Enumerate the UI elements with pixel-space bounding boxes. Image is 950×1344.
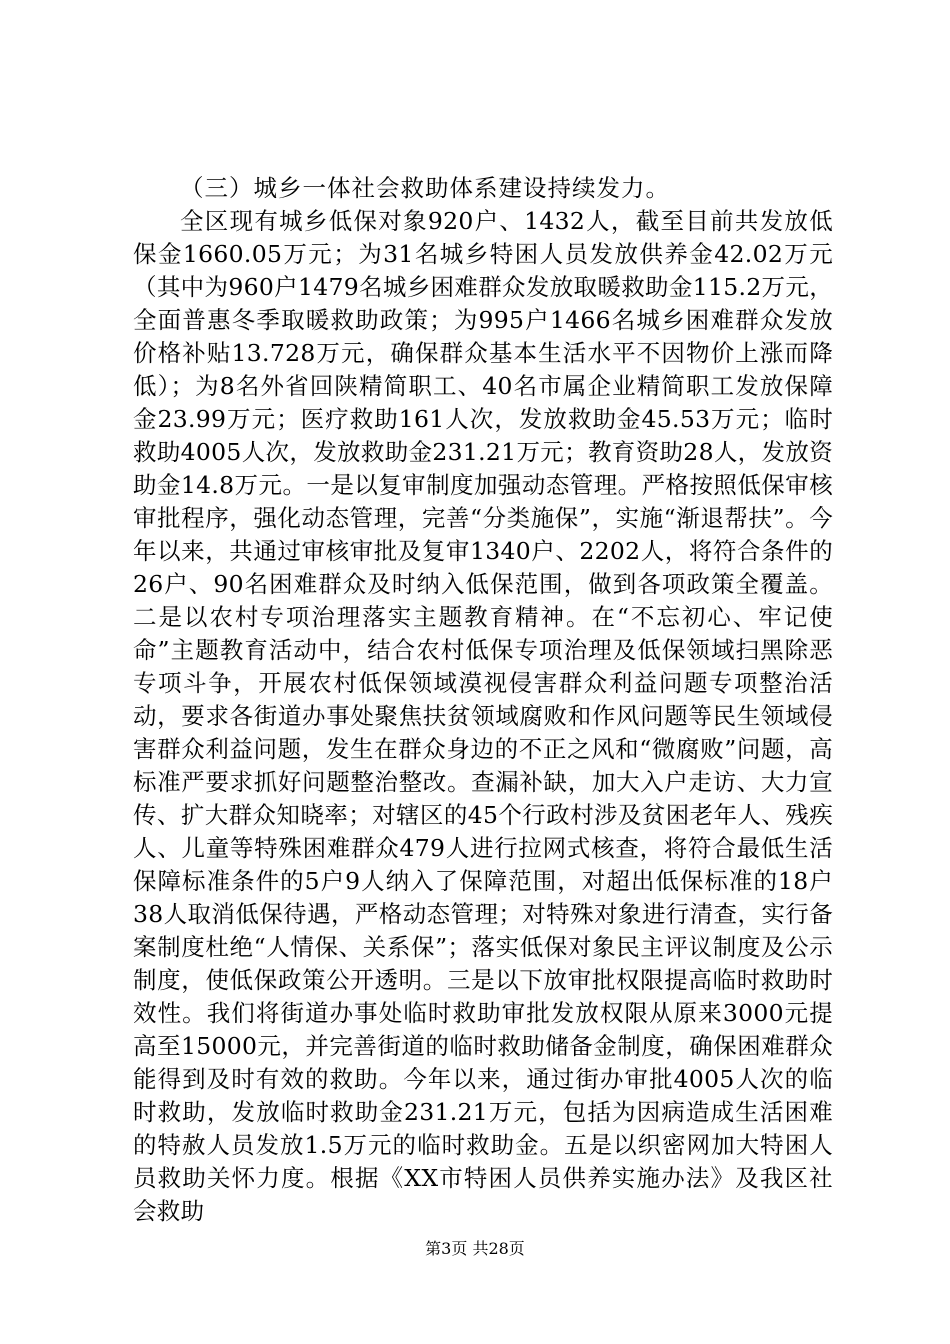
section-heading: （三）城乡一体社会救助体系建设持续发力。: [180, 174, 670, 202]
page-footer: [0, 1238, 950, 1260]
body-paragraph: 全区现有城乡低保对象920户、1432人，截至目前共发放低保金1660.05万元；为31名城乡特困人员发放供养金42.02万元（其中为960户1479名城乡困难群众发放取暖救助金115.2万元，全面普惠冬季取暖救助政策；为995户1466名城乡困难群众发放价格补贴13.728万元，确保群众基本生活水平不因物价上涨而降低）；为8名外省回陕精简职工、40名市属企业精简职工发放保障金23.99万元；医疗救助161人次，发放救助金45.53万元；临时救助4005人次，发放救助金231.21万元；教育资助28人，发放资助金14.8万元。一是以复审制度加强动态管理。严格按照低保审核审批程序，强化动态管理，完善“分类施保”，实施“渐退帮扶”。今年以来，共通过审核审批及复审1340户、2202人，将符合条件的26户、90名困难群众及时纳入低保范围，做到各项政策全覆盖。二是以农村专项治理落实主题教育精神。在“不忘初心、牢记使命”主题教育活动中，结合农村低保专项治理及低保领域扫黑除恶专项斗争，开展农村低保领域漠视侵害群众利益问题专项整治活动，要求各街道办事处聚焦扶贫领域腐败和作风问题等民生领域侵害群众利益问题，发生在群众身边的不正之风和“微腐败”问题，高标准严要求抓好问题整治整改。查漏补缺，加大入户走访、大力宣传、扩大群众知晓率；对辖区的45个行政村涉及贫困老年人、残疾人、儿童等特殊困难群众479人进行拉网式核查，将符合最低生活保障标准条件的5户9人纳入了保障范围，对超出低保标准的18户38人取消低保待遇，严格动态管理；对特殊对象进行清查，实行备案制度杜绝“人情保、关系保”；落实低保对象民主评议制度及公示制度，使低保政策公开透明。三是以下放审批权限提高临时救助时效性。我们将街道办事处临时救助审批发放权限从原来3000元提高至15000元，并完善街道的临时救助储备金制度，确保困难群众能得到及时有效的救助。今年以来，通过街办审批4005人次的临时救助，发放临时救助金231.21万元，包括为因病造成生活困难的特赦人员发放1.5万元的临时救助金。五是以织密网加大特困人员救助关怀力度。根据《XX市特困人员供养实施办法》及我区社会救助: [133, 207, 833, 1225]
page-number: 第3页 共28页: [425, 1239, 525, 1258]
document-body: [133, 172, 833, 1228]
